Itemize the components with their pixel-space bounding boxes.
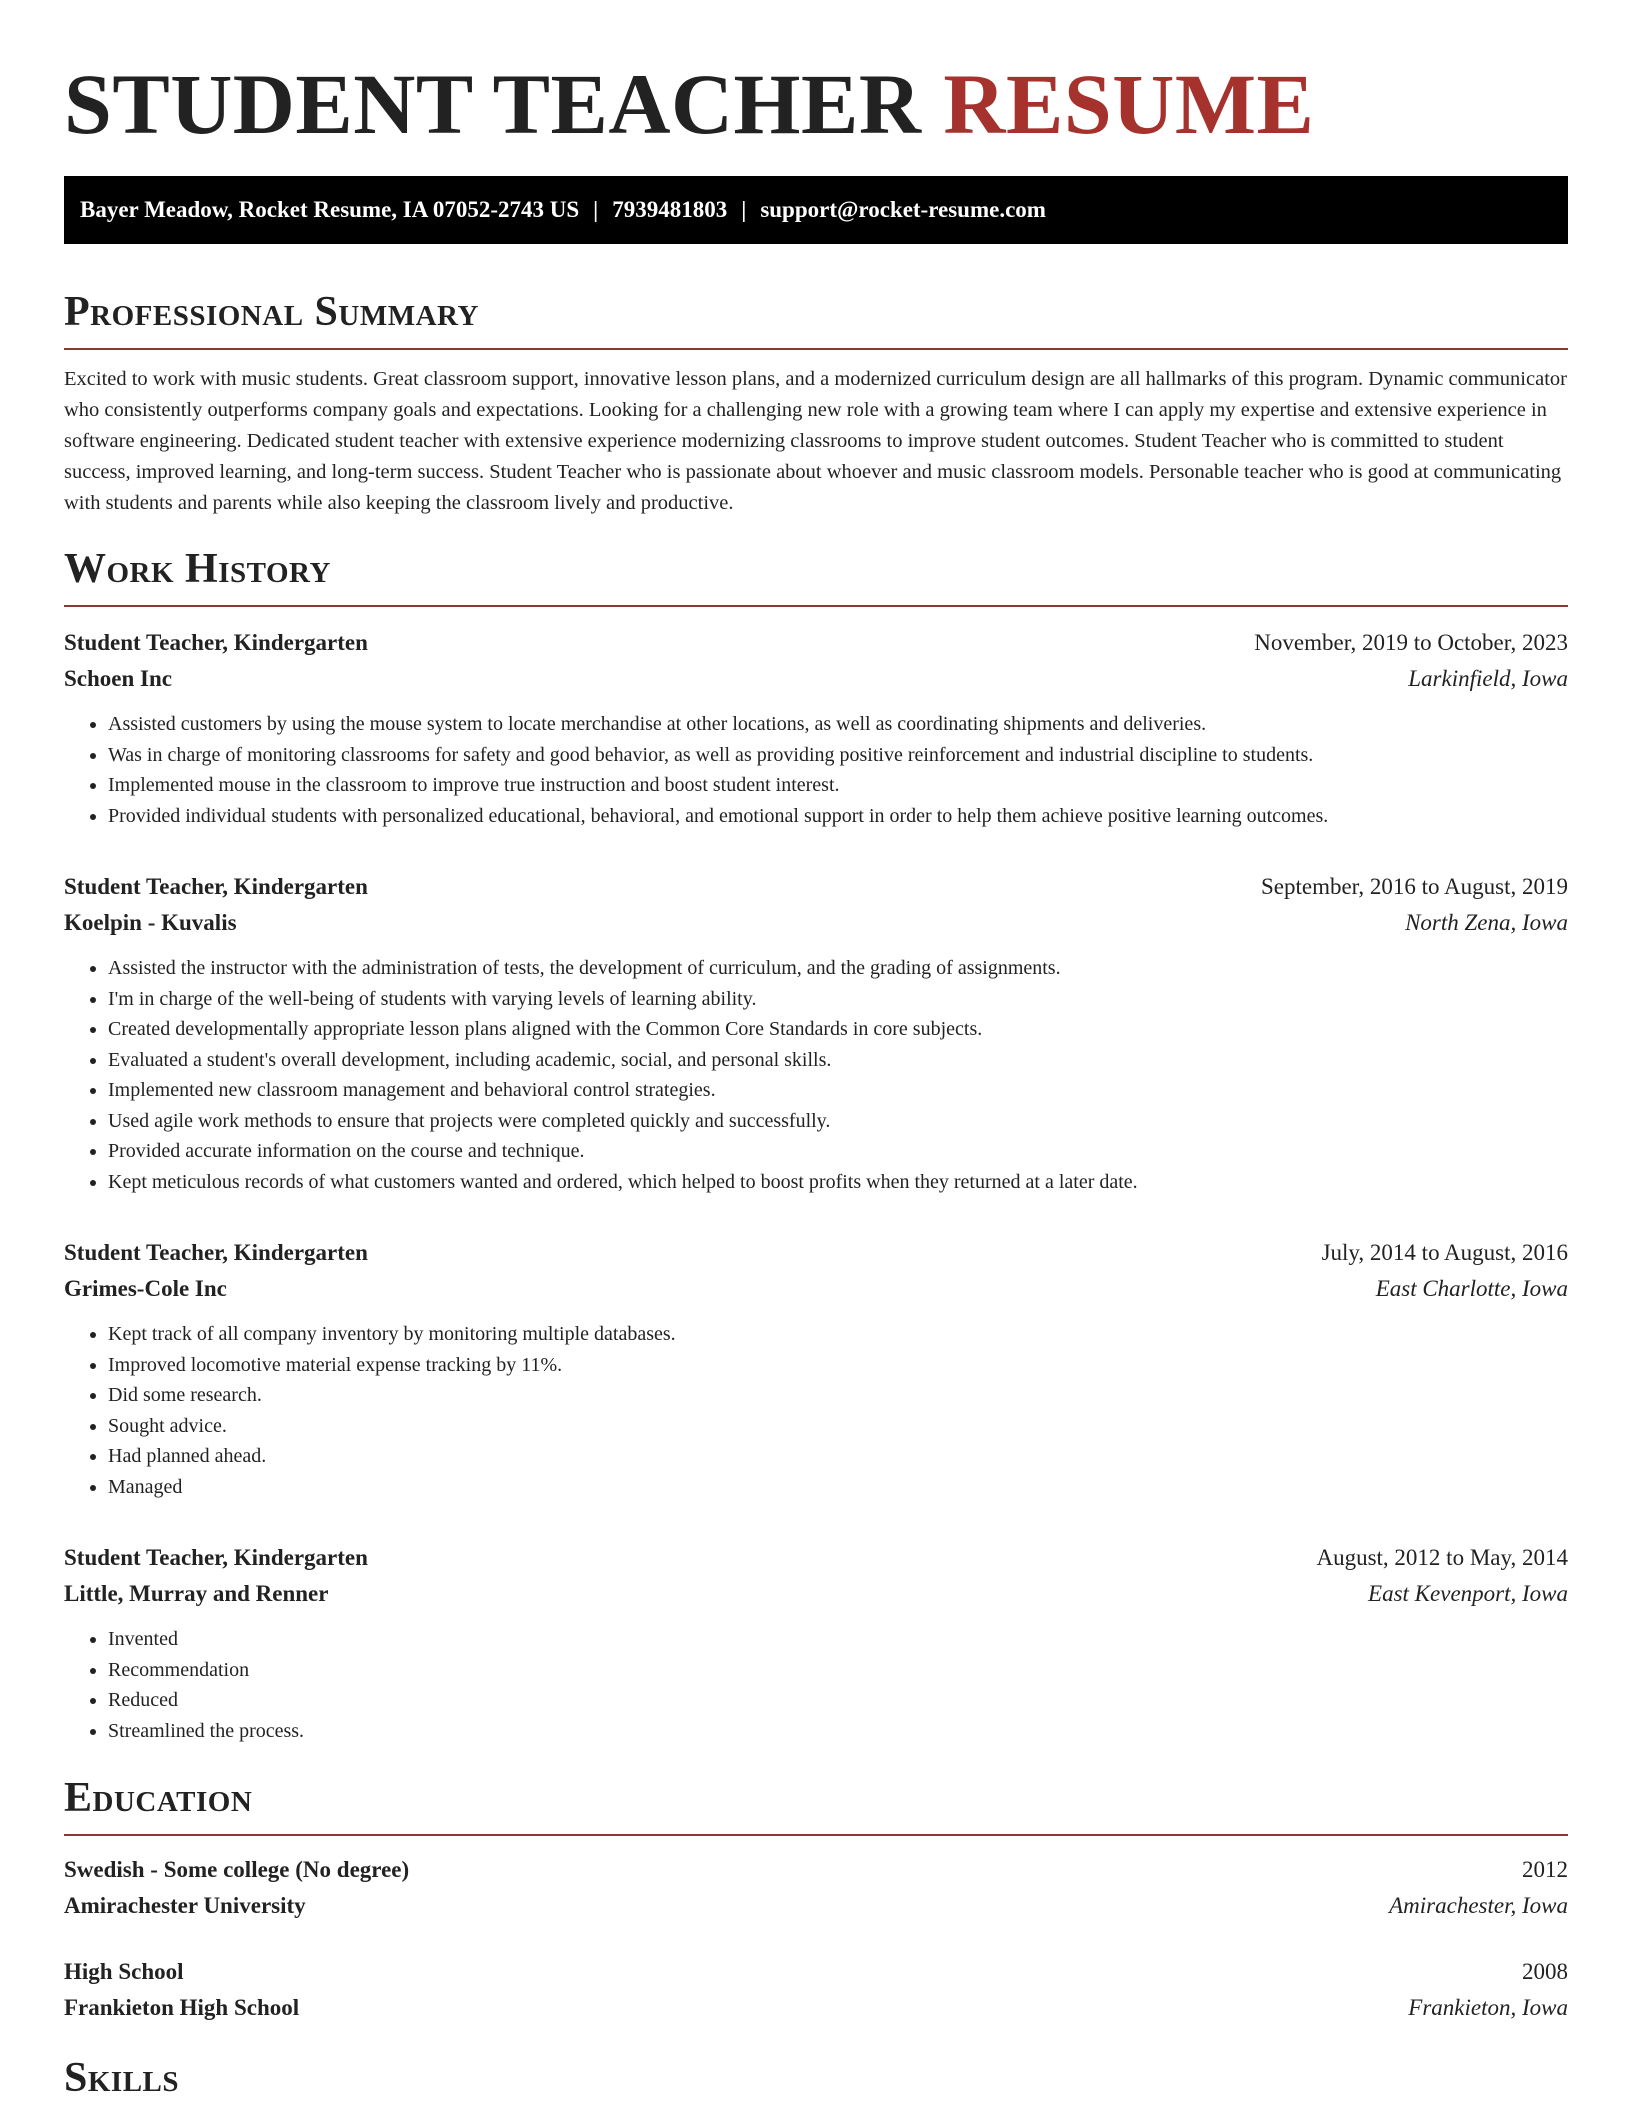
skills-heading: Skills xyxy=(64,2055,180,2101)
job-entry xyxy=(64,869,1568,1197)
job-bullet-list xyxy=(64,709,1568,831)
job-entry xyxy=(64,1235,1568,1502)
job-bullet: • Improved locomotive material expense tracking by 11%. xyxy=(108,1350,1568,1381)
job-company: Schoen Inc xyxy=(64,666,172,691)
job-bullet-list xyxy=(64,953,1568,1197)
job-title: Student Teacher, Kindergarten xyxy=(64,1240,368,1265)
title-main: STUDENT TEACHER xyxy=(64,56,922,152)
job-bullet: • Implemented mouse in the classroom to improve true instruction and boost student interest. xyxy=(108,770,1568,801)
job-bullet: • Invented xyxy=(108,1624,1568,1655)
job-bullet: • I'm in charge of the well-being of students with varying levels of learning ability. xyxy=(108,984,1568,1015)
contact-bar xyxy=(64,176,1568,244)
job-bullet-list xyxy=(64,1319,1568,1502)
job-bullet: • Sought advice. xyxy=(108,1411,1568,1442)
job-location: East Charlotte, Iowa xyxy=(1375,1276,1568,1301)
summary-heading: Professional Summary xyxy=(64,289,479,335)
contact-email: support@rocket-resume.com xyxy=(760,197,1046,222)
job-bullet: • Evaluated a student's overall development, including academic, social, and personal skills. xyxy=(108,1045,1568,1076)
job-header-row xyxy=(64,1235,1568,1271)
job-bullet: • Assisted customers by using the mouse system to locate merchandise at other locations, as well as coordinating shipments and deliveries. xyxy=(108,709,1568,740)
education-heading: Education xyxy=(64,1775,253,1821)
work-history-heading: Work History xyxy=(64,546,331,592)
resume-page xyxy=(64,0,1568,2104)
job-bullet: • Provided individual students with personalized educational, behavioral, and emotional support in order to help them achieve positive learning outcomes. xyxy=(108,801,1568,832)
education-school: Frankieton High School xyxy=(64,1995,300,2020)
contact-separator: | xyxy=(741,197,747,222)
education-degree-row xyxy=(64,1954,1568,1990)
job-bullet: • Assisted the instructor with the administration of tests, the development of curriculum, and the grading of assignments. xyxy=(108,953,1568,984)
job-bullet: • Streamlined the process. xyxy=(108,1716,1568,1747)
education-school-row xyxy=(64,1990,1568,2026)
job-title: Student Teacher, Kindergarten xyxy=(64,630,368,655)
job-bullet: • Reduced xyxy=(108,1685,1568,1716)
job-bullet: • Implemented new classroom management and behavioral control strategies. xyxy=(108,1075,1568,1106)
job-entry xyxy=(64,625,1568,831)
job-entry xyxy=(64,1540,1568,1746)
job-bullet: • Kept meticulous records of what customers wanted and ordered, which helped to boost profits when they returned at a later date. xyxy=(108,1167,1568,1198)
work-history-list xyxy=(64,625,1568,1746)
contact-separator: | xyxy=(593,197,599,222)
job-company: Little, Murray and Renner xyxy=(64,1581,329,1606)
education-degree-row xyxy=(64,1852,1568,1888)
education-school-row xyxy=(64,1888,1568,1924)
section-divider xyxy=(64,1834,1568,1836)
title-accent: RESUME xyxy=(943,56,1315,152)
job-bullet-list xyxy=(64,1624,1568,1746)
job-dates: July, 2014 to August, 2016 xyxy=(1321,1240,1568,1265)
education-location: Amirachester, Iowa xyxy=(1389,1893,1568,1918)
resume-title xyxy=(64,0,1568,152)
job-bullet: • Did some research. xyxy=(108,1380,1568,1411)
section-divider xyxy=(64,605,1568,607)
section-divider xyxy=(64,348,1568,350)
job-bullet: • Was in charge of monitoring classrooms for safety and good behavior, as well as providing positive reinforcement and industrial discipline to students. xyxy=(108,740,1568,771)
job-header-row xyxy=(64,625,1568,661)
job-bullet: • Used agile work methods to ensure that projects were completed quickly and successfully. xyxy=(108,1106,1568,1137)
summary-text: Excited to work with music students. Great classroom support, innovative lesson plans, and a modernized curriculum design are all hallmarks of this program. Dynamic communicator who consistently outperforms company goals and expectations. Looking for a challenging new role with a growing team where I can apply my expertise and extensive experience in software engineering. Dedicated student teacher with extensive experience modernizing classrooms to improve student outcomes. Student Teacher who is committed to student success, improved learning, and long-term success. Student Teacher who is passionate about whoever and music classroom models. Personable teacher who is good at communicating with students and parents while also keeping the classroom lively and productive. xyxy=(64,368,1567,514)
education-year: 2008 xyxy=(1522,1959,1568,1984)
education-entry xyxy=(64,1954,1568,2026)
job-title: Student Teacher, Kindergarten xyxy=(64,1545,368,1570)
job-company-row xyxy=(64,661,1568,697)
contact-address: Bayer Meadow, Rocket Resume, IA 07052-2743 US xyxy=(80,197,580,222)
job-title: Student Teacher, Kindergarten xyxy=(64,874,368,899)
education-entry xyxy=(64,1852,1568,1924)
education-school: Amirachester University xyxy=(64,1893,306,1918)
job-location: Larkinfield, Iowa xyxy=(1408,666,1568,691)
job-company: Koelpin - Kuvalis xyxy=(64,910,237,935)
education-degree: High School xyxy=(64,1959,184,1984)
job-company-row xyxy=(64,1271,1568,1307)
job-bullet: • Had planned ahead. xyxy=(108,1441,1568,1472)
job-bullet: • Recommendation xyxy=(108,1655,1568,1686)
job-dates: November, 2019 to October, 2023 xyxy=(1254,630,1568,655)
job-bullet: • Kept track of all company inventory by monitoring multiple databases. xyxy=(108,1319,1568,1350)
job-dates: August, 2012 to May, 2014 xyxy=(1316,1545,1568,1570)
education-list xyxy=(64,1852,1568,2026)
job-header-row xyxy=(64,869,1568,905)
education-year: 2012 xyxy=(1522,1857,1568,1882)
job-bullet: • Created developmentally appropriate lesson plans aligned with the Common Core Standards in core subjects. xyxy=(108,1014,1568,1045)
job-header-row xyxy=(64,1540,1568,1576)
education-location: Frankieton, Iowa xyxy=(1408,1995,1568,2020)
job-bullet: • Provided accurate information on the course and technique. xyxy=(108,1136,1568,1167)
job-company: Grimes-Cole Inc xyxy=(64,1276,227,1301)
job-dates: September, 2016 to August, 2019 xyxy=(1260,874,1568,899)
job-company-row xyxy=(64,905,1568,941)
job-company-row xyxy=(64,1576,1568,1612)
education-degree: Swedish - Some college (No degree) xyxy=(64,1857,410,1882)
job-location: North Zena, Iowa xyxy=(1405,910,1568,935)
contact-phone: 7939481803 xyxy=(612,197,728,222)
job-bullet: • Managed xyxy=(108,1472,1568,1503)
job-location: East Kevenport, Iowa xyxy=(1368,1581,1568,1606)
